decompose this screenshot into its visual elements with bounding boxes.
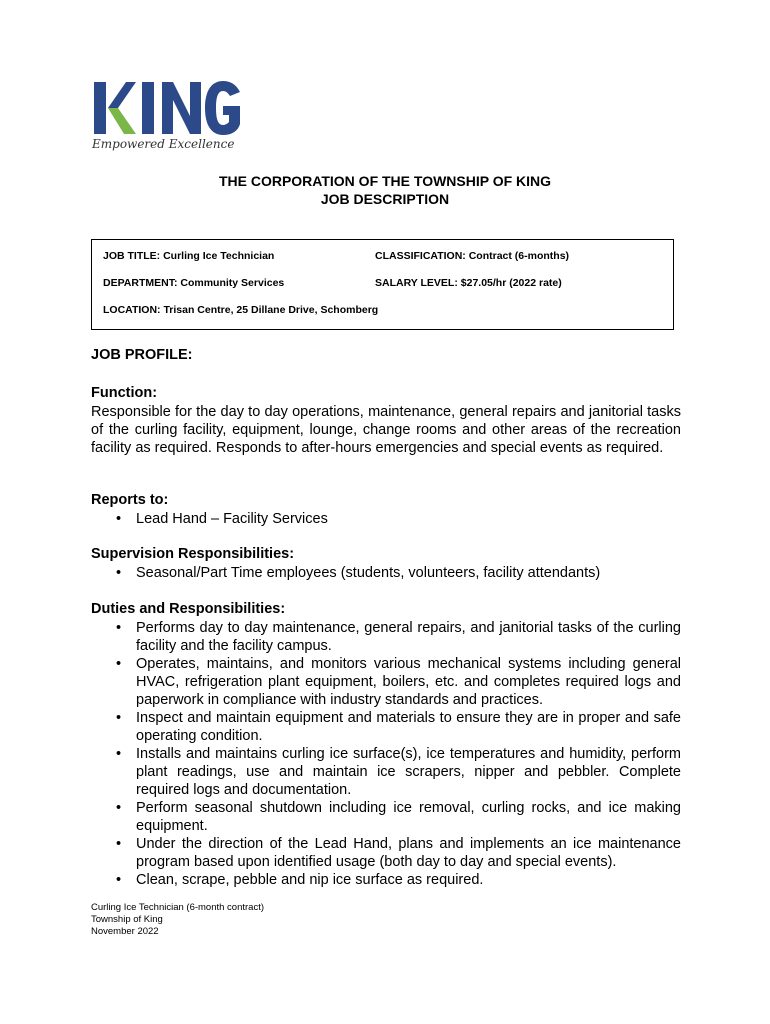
salary-level: SALARY LEVEL: $27.05/hr (2022 rate) [375, 277, 562, 289]
function-text: Responsible for the day to day operations, maintenance, general repairs and janitorial tasks of the curling facility, equipment, lounge, change rooms and other areas of the recreation facility as required. Responds to after-hours emergencies and special events as required. [91, 404, 681, 456]
list-item: • Lead Hand – Facility Services [116, 511, 328, 527]
king-logo-mark [92, 78, 242, 138]
function-heading: Function: [91, 385, 158, 401]
job-title: JOB TITLE: Curling Ice Technician [103, 250, 275, 262]
list-item: • Seasonal/Part Time employees (students, volunteers, facility attendants) [116, 565, 601, 581]
department: DEPARTMENT: Community Services [103, 277, 285, 289]
list-item: • Inspect and maintain equipment and materials to ensure they are in proper and safe operating condition. [116, 710, 681, 744]
footer-line: Curling Ice Technician (6-month contract) [91, 902, 265, 913]
classification: CLASSIFICATION: Contract (6-months) [375, 250, 570, 262]
org-name: THE CORPORATION OF THE TOWNSHIP OF KING [218, 173, 552, 189]
supervision-heading: Supervision Responsibilities: [91, 546, 295, 562]
list-item: • Clean, scrape, pebble and nip ice surface as required. [116, 872, 484, 888]
logo-tagline: Empowered Excellence [92, 137, 235, 151]
job-profile-heading: JOB PROFILE: [91, 347, 193, 363]
document-title [0, 172, 770, 208]
duties-list [91, 619, 681, 889]
duties-heading: Duties and Responsibilities: [91, 601, 286, 617]
list-item: • Performs day to day maintenance, general repairs, and janitorial tasks of the curling facility and the facility campus. [116, 620, 681, 654]
job-info-box [91, 239, 674, 330]
doc-type: JOB DESCRIPTION [320, 191, 450, 207]
reports-list [91, 510, 681, 528]
footer-line: November 2022 [91, 926, 159, 937]
list-item: • Operates, maintains, and monitors various mechanical systems including general HVAC, refrigeration plant equipment, boilers, etc. and completes required logs and paperwork in compliance with industry standards and practices. [116, 656, 681, 708]
location: LOCATION: Trisan Centre, 25 Dillane Drive, Schomberg [103, 304, 379, 316]
supervision-list [91, 564, 681, 582]
page-footer [91, 902, 264, 938]
footer-line: Township of King [91, 914, 163, 925]
list-item: • Perform seasonal shutdown including ice removal, curling rocks, and ice making equipment. [116, 800, 681, 834]
list-item: • Under the direction of the Lead Hand, plans and implements an ice maintenance program based upon identified usage (both day to day and special events). [116, 836, 681, 870]
list-item: • Installs and maintains curling ice surface(s), ice temperatures and humidity, perform plant readings, use and maintain ice scrapers, nipper and pebbler. Complete required logs and documentation. [116, 746, 681, 798]
reports-heading: Reports to: [91, 492, 169, 508]
